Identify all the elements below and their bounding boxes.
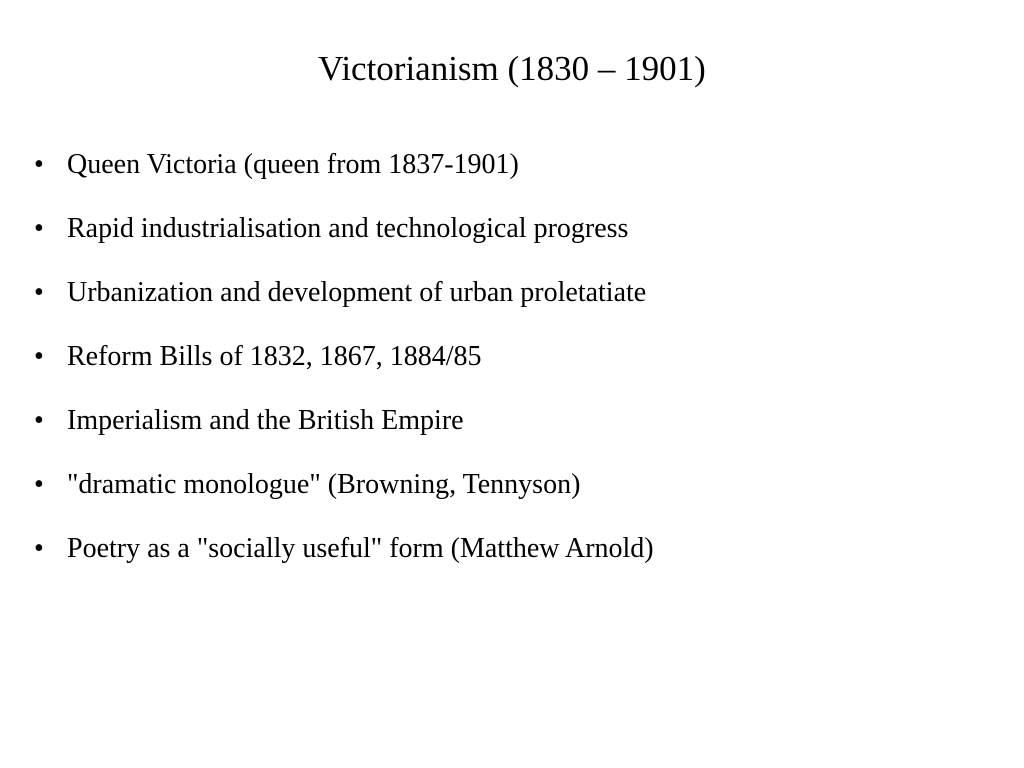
- list-item: [34, 530, 994, 594]
- bullet-icon: •: [34, 341, 44, 372]
- bullet-text: Imperialism and the British Empire: [67, 405, 464, 436]
- list-item: [34, 338, 994, 402]
- bullet-text: Reform Bills of 1832, 1867, 1884/85: [67, 341, 482, 372]
- bullet-text: Rapid industrialisation and technological progress: [67, 213, 629, 244]
- bullet-text: "dramatic monologue" (Browning, Tennyson): [67, 469, 581, 500]
- list-item: [34, 402, 994, 466]
- list-item: [34, 466, 994, 530]
- list-item: [34, 274, 994, 338]
- bullet-icon: •: [34, 149, 44, 180]
- bullet-icon: •: [34, 213, 44, 244]
- bullet-icon: •: [34, 469, 44, 500]
- bullet-text: Queen Victoria (queen from 1837-1901): [67, 149, 519, 180]
- list-item: [34, 146, 994, 210]
- bullet-icon: •: [34, 533, 44, 564]
- bullet-icon: •: [34, 277, 44, 308]
- bullet-text: Urbanization and development of urban proletatiate: [67, 277, 647, 308]
- bullet-text: Poetry as a "socially useful" form (Matthew Arnold): [67, 533, 654, 564]
- list-item: [34, 210, 994, 274]
- slide-title: Victorianism (1830 – 1901): [318, 49, 706, 88]
- bullet-icon: •: [34, 405, 44, 436]
- bullet-list: [34, 146, 994, 594]
